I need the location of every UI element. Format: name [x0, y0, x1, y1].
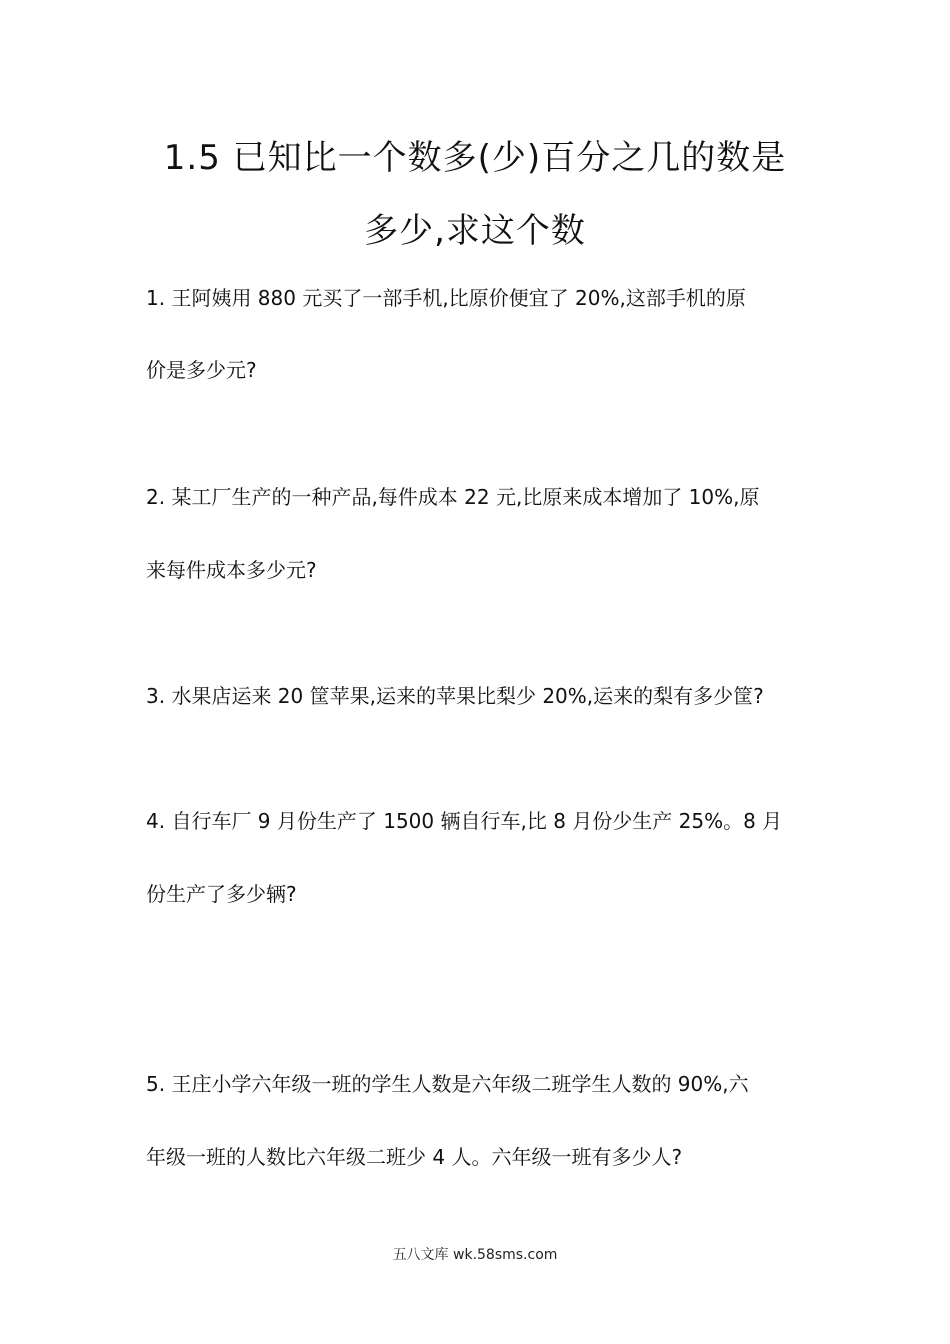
question-4-line-1: 4. 自行车厂 9 月份生产了 1500 辆自行车,比 8 月份少生产 25%。8 月	[146, 809, 783, 833]
footer-watermark: 五八文库 wk.58sms.com	[392, 1247, 558, 1263]
question-1-line-2: 价是多少元?	[146, 358, 257, 382]
question-3-line-1: 3. 水果店运来 20 筐苹果,运来的苹果比梨少 20%,运来的梨有多少筐?	[146, 684, 764, 708]
question-4-line-2: 份生产了多少辆?	[146, 882, 297, 906]
question-1-line-1: 1. 王阿姨用 880 元买了一部手机,比原价便宜了 20%,这部手机的原	[146, 286, 746, 310]
question-2-line-2: 来每件成本多少元?	[146, 558, 317, 582]
question-2-line-1: 2. 某工厂生产的一种产品,每件成本 22 元,比原来成本增加了 10%,原	[146, 485, 760, 509]
question-5-line-2: 年级一班的人数比六年级二班少 4 人。六年级一班有多少人?	[146, 1145, 683, 1169]
page-title-line-2: 多少,求这个数	[364, 211, 586, 251]
page-title-line-1: 1.5 已知比一个数多(少)百分之几的数是	[163, 138, 787, 178]
question-5-line-1: 5. 王庄小学六年级一班的学生人数是六年级二班学生人数的 90%,六	[146, 1072, 749, 1096]
